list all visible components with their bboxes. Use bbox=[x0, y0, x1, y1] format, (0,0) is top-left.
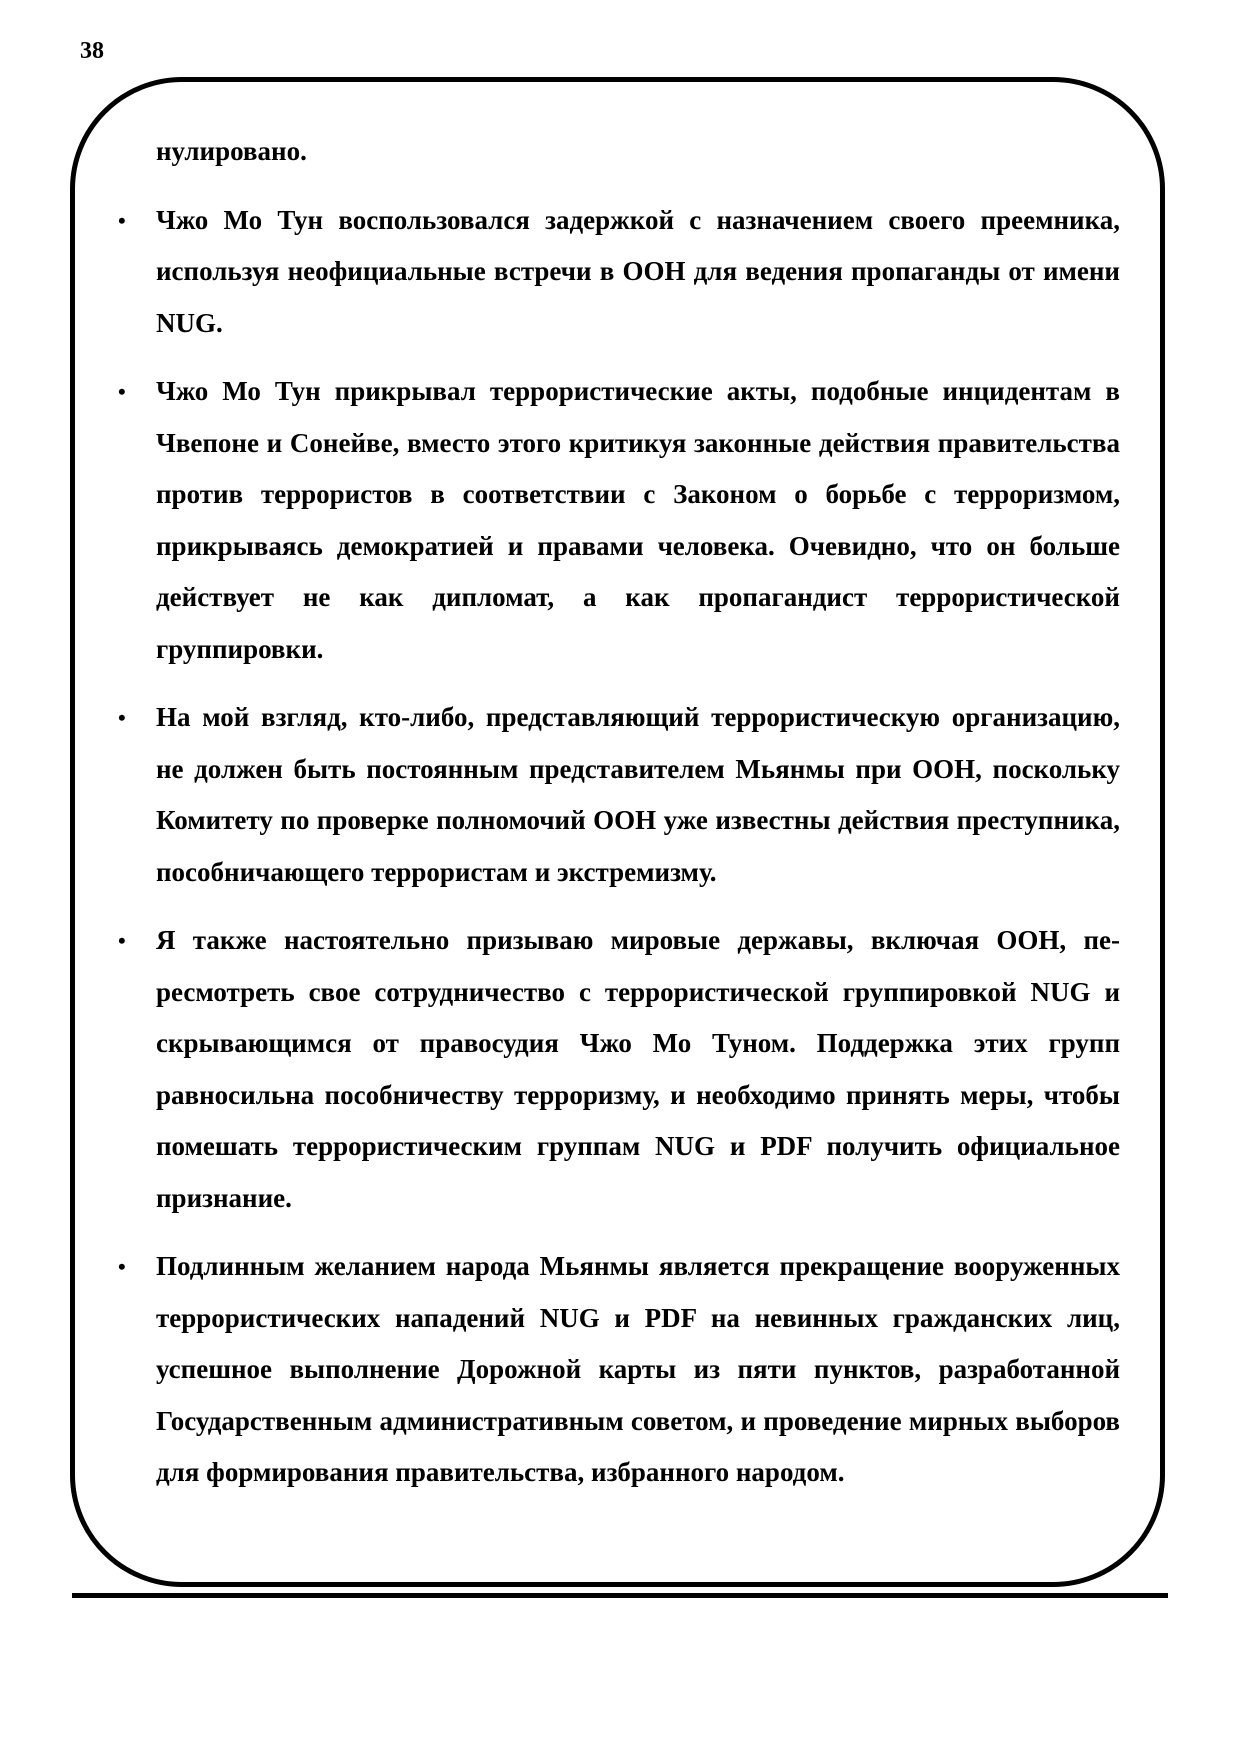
bullet-item bbox=[118, 692, 1120, 898]
bullet-list bbox=[118, 195, 1120, 1499]
document-body bbox=[118, 126, 1120, 1516]
bullet-dot-icon: • bbox=[118, 928, 126, 953]
bullet-item bbox=[118, 366, 1120, 675]
bullet-item bbox=[118, 915, 1120, 1224]
page-number: 38 bbox=[80, 38, 104, 64]
bullet-text: Чжо Мо Тун воспользовался задержкой с назначением своего преемника, используя неофициальные встречи в ООН для ведения пропаганды от имени NUG. bbox=[156, 204, 1120, 338]
bullet-item bbox=[118, 1241, 1120, 1499]
bullet-text: Подлинным желанием народа Мьянмы является прекращение вооруженных террористических нападений NUG и PDF на невинных гражданских лиц, успешное выполнение Дорожной карты из пяти пунктов, разработанной Государственным административным советом, и проведение мирных выборов для формирования правительства, избранного народом. bbox=[156, 1251, 1120, 1487]
bullet-dot-icon: • bbox=[118, 207, 126, 233]
bullet-dot-icon: • bbox=[118, 1254, 126, 1279]
bullet-text: На мой взгляд, кто-либо, представляющий террористическую организацию, не должен быть постоянным представителем Мьянмы при ООН, поскольку Комитету по проверке полномочий ООН уже известны действия преступника, пособничающего террористам и экстремизму. bbox=[156, 702, 1120, 887]
bullet-text: Чжо Мо Тун прикрывал террористические акты, подобные инцидентам в Чвепоне и Сонейве, вместо этого критикуя законные действия правительства против террористов в соответствии с Законом о борьбе с терроризмом, прикрываясь демократией и правами человека. Очевидно, что он больше действует не как дипломат, а как пропагандист террористической группировки. bbox=[156, 376, 1120, 664]
continued-paragraph: нулировано. bbox=[156, 136, 307, 166]
bullet-text: Я также настоятельно призываю мировые державы, включая ООН, пересмотреть свое сотрудничество с террористической группировкой NUG и скрывающимся от правосудия Чжо Мо Туном. Поддержка этих групп равносильна пособничеству терроризму, и необходимо принять меры, чтобы помешать террористическим группам NUG и PDF получить официальное признание. bbox=[156, 925, 1120, 1213]
bullet-dot-icon: • bbox=[118, 705, 126, 730]
footer-rule bbox=[72, 1593, 1168, 1598]
bullet-item bbox=[118, 195, 1120, 350]
bullet-dot-icon: • bbox=[118, 379, 126, 404]
